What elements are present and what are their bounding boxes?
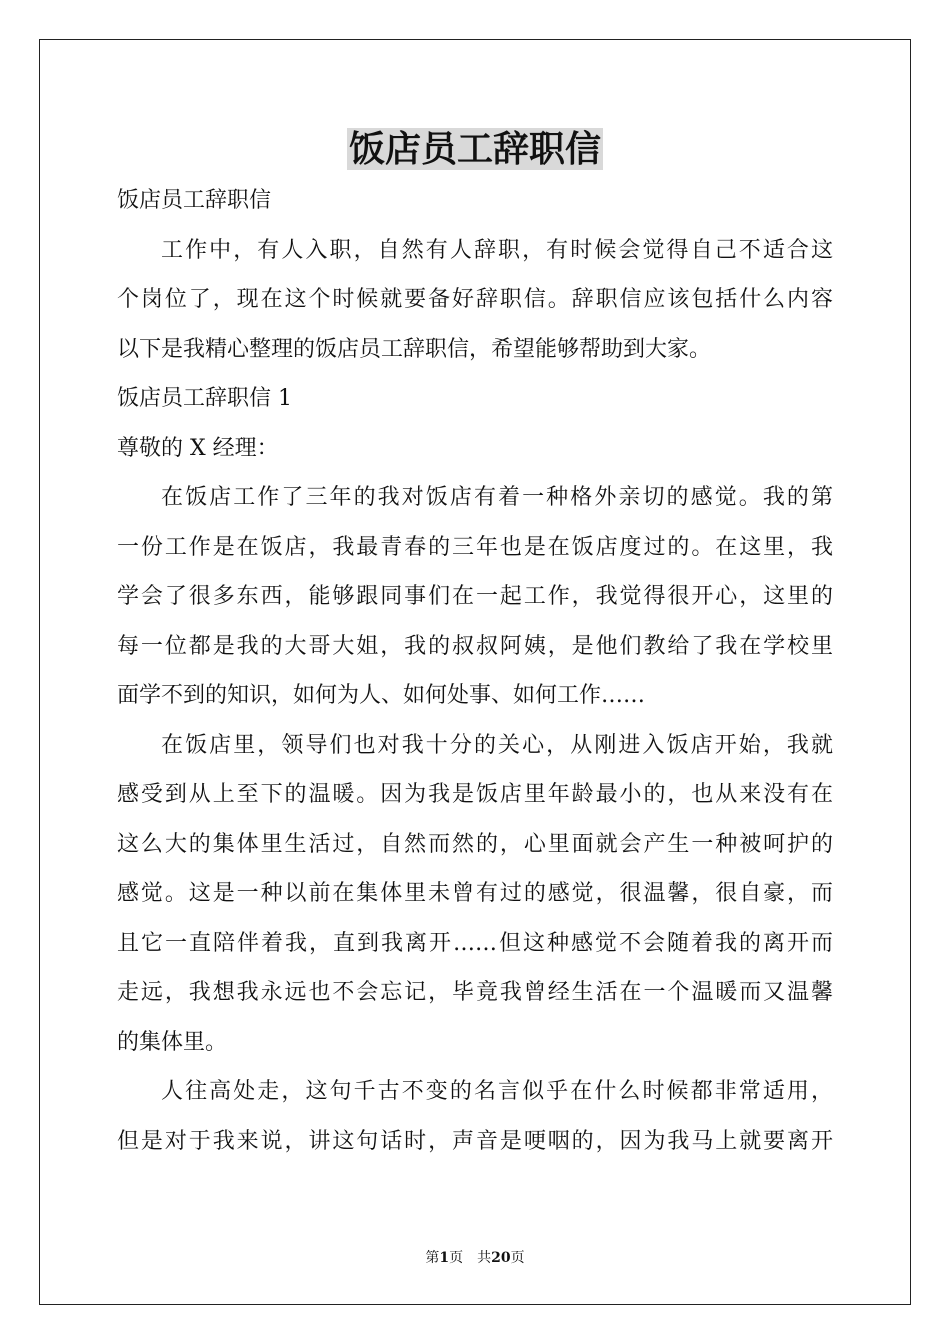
paragraph-line: 走远，我想我永远也不会忘记，毕竟我曾经生活在一个温暖而又温馨 xyxy=(117,980,833,1005)
paragraph-line: 学会了很多东西，能够跟同事们在一起工作，我觉得很开心，这里的 xyxy=(117,584,833,609)
paragraph-line: 人往高处走，这句千古不变的名言似乎在什么时候都非常适用， xyxy=(161,1079,833,1104)
document-title xyxy=(0,124,950,174)
total-suffix: 页 xyxy=(510,1250,525,1266)
salutation: 尊敬的 X 经理： xyxy=(117,435,279,461)
paragraph-line: 面学不到的知识，如何为人、如何处事、如何工作…… xyxy=(117,683,646,708)
paragraph-line: 感觉。这是一种以前在集体里未曾有过的感觉，很温馨，很自豪，而 xyxy=(117,881,833,906)
paragraph-2 xyxy=(117,721,833,1068)
paragraph-line: 且它一直陪伴着我，直到我离开……但这种感觉不会随着我的离开而 xyxy=(117,930,833,956)
paragraph-line: 的集体里。 xyxy=(117,1029,228,1055)
paragraph-line: 个岗位了，现在这个时候就要备好辞职信。辞职信应该包括什么内容 xyxy=(117,287,833,312)
paragraph-line: 感受到从上至下的温暖。因为我是饭店里年龄最小的，也从来没有在 xyxy=(117,782,833,807)
total-prefix: 共 xyxy=(477,1250,492,1266)
intro-paragraph xyxy=(117,226,833,375)
paragraph-line: 在饭店里，领导们也对我十分的关心，从刚进入饭店开始，我就 xyxy=(161,732,833,758)
paragraph-line: 工作中，有人入职，自然有人辞职，有时候会觉得自己不适合这 xyxy=(161,237,833,263)
paragraph-1 xyxy=(117,473,833,721)
paragraph-line: 以下是我精心整理的饭店员工辞职信，希望能够帮助到大家。 xyxy=(117,336,712,362)
page-number: 1 xyxy=(439,1250,450,1266)
paragraph-line: 在饭店工作了三年的我对饭店有着一种格外亲切的感觉。我的第 xyxy=(161,485,833,510)
page-footer xyxy=(0,1248,950,1268)
document-body xyxy=(117,176,833,1166)
paragraph-line: 但是对于我来说，讲这句话时，声音是哽咽的，因为我马上就要离开 xyxy=(117,1128,833,1154)
paragraph-line: 每一位都是我的大哥大姐，我的叔叔阿姨，是他们教给了我在学校里 xyxy=(117,633,833,659)
subtitle: 饭店员工辞职信 xyxy=(117,188,272,213)
page-total: 20 xyxy=(491,1250,511,1266)
paragraph-line: 一份工作是在饭店，我最青春的三年也是在饭店度过的。在这里，我 xyxy=(117,534,833,560)
paragraph-3 xyxy=(117,1067,833,1166)
paragraph-line: 这么大的集体里生活过，自然而然的，心里面就会产生一种被呵护的 xyxy=(117,831,833,857)
section-heading: 饭店员工辞职信 1 xyxy=(117,386,292,411)
page-prefix: 第 xyxy=(425,1250,440,1266)
document-title-text: 饭店员工辞职信 xyxy=(348,128,601,170)
page-suffix: 页 xyxy=(449,1250,464,1266)
